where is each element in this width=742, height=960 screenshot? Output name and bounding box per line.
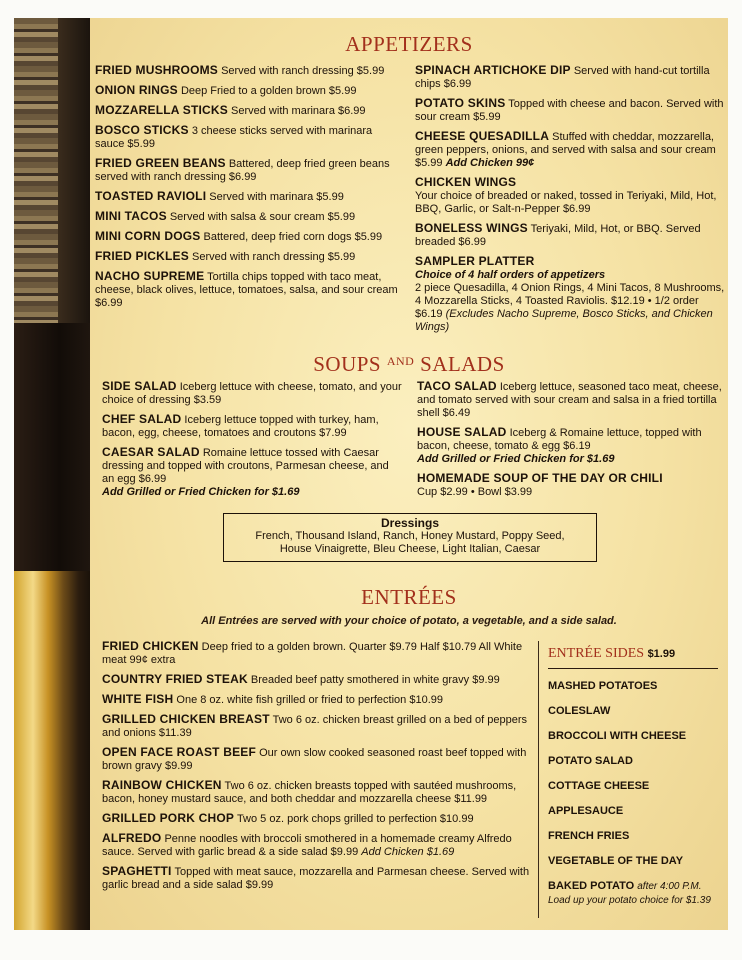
entrees-note: All Entrées are served with your choice of potato, a vegetable, and a side salad. — [201, 615, 617, 627]
item-desc: Served with hand-cut tortilla chips $6.99 — [415, 65, 710, 90]
menu-item — [95, 64, 400, 78]
item-desc: Iceberg & Romaine lettuce, topped with bacon, cheese, tomato & egg $6.19 — [417, 427, 702, 452]
side-item-note: Load up your potato choice for $1.39 — [548, 895, 711, 906]
wood-border — [14, 18, 90, 930]
heading-and: AND — [386, 354, 415, 368]
item-desc: Romaine lettuce tossed with Caesar dressing and topped with croutons, Parmesan cheese, and an egg $6.99 — [102, 447, 389, 485]
item-name: HOUSE SALAD — [417, 425, 507, 439]
item-name: RAINBOW CHICKEN — [102, 778, 222, 792]
menu-item — [102, 713, 532, 740]
item-name: CHICKEN WINGS — [415, 175, 517, 189]
sampler-subtitle: Choice of 4 half orders of appetizers — [415, 269, 606, 281]
menu-item — [95, 157, 400, 184]
item-name: TACO SALAD — [417, 379, 497, 393]
item-desc: Cup $2.99 • Bowl $3.99 — [417, 486, 533, 498]
item-name: MOZZARELLA STICKS — [95, 103, 228, 117]
menu-item — [415, 97, 725, 124]
item-desc: Our own slow cooked seasoned roast beef topped with brown gravy $9.99 — [102, 747, 527, 772]
item-name: FRIED PICKLES — [95, 249, 189, 263]
item-desc: 2 piece Quesadilla, 4 Onion Rings, 4 Mini Tacos, 8 Mushrooms, 4 Mozzarella Sticks, 4 Toasted Raviolis. $12.19 • 1/2 order $6.19 — [415, 282, 725, 320]
item-desc: Teriyaki, Mild, Hot, or BBQ. Served breaded $6.99 — [415, 223, 701, 248]
sampler-excludes: (Excludes Nacho Supreme, Bosco Sticks, and Chicken Wings) — [415, 308, 713, 333]
item-desc: Breaded beef patty smothered in white gravy $9.99 — [250, 674, 500, 686]
menu-item — [95, 190, 400, 204]
item-name: CHEESE QUESADILLA — [415, 129, 550, 143]
item-name: SAMPLER PLATTER — [415, 254, 535, 268]
item-desc: Penne noodles with broccoli smothered in a homemade creamy Alfredo sauce. Served with garlic bread & a side salad $9.99 — [102, 833, 512, 858]
menu-item — [102, 446, 402, 499]
menu-item — [102, 380, 402, 407]
menu-item — [415, 64, 725, 91]
item-desc: Stuffed with cheddar, mozzarella, green peppers, onions, and served with salsa and sour cream $5.99 — [415, 131, 716, 169]
appetizers-right-column — [415, 64, 725, 340]
side-item: COTTAGE CHEESE — [548, 780, 650, 792]
item-desc: Served with ranch dressing $5.99 — [192, 251, 356, 263]
menu-item — [95, 250, 400, 264]
dressings-title: Dressings — [380, 516, 440, 530]
menu-item — [417, 426, 722, 466]
item-name: FRIED MUSHROOMS — [95, 63, 218, 77]
menu-item — [102, 673, 532, 687]
wood-grain-middle — [14, 323, 90, 571]
item-name: SPAGHETTI — [102, 864, 172, 878]
item-name: WHITE FISH — [102, 692, 174, 706]
item-desc: 3 cheese sticks served with marinara sauce $5.99 — [95, 125, 373, 150]
item-desc: Two 6 oz. chicken breast grilled on a bed of peppers and onions $11.39 — [102, 714, 527, 739]
sides-price: $1.99 — [647, 648, 676, 660]
item-desc: Battered, deep fried green beans served with ranch dressing $6.99 — [95, 158, 390, 183]
dressings-line: House Vinaigrette, Bleu Cheese, Light Italian, Caesar — [279, 543, 541, 555]
item-name: MINI CORN DOGS — [95, 229, 201, 243]
item-name: MINI TACOS — [95, 209, 167, 223]
heading-soups: SOUPS — [313, 352, 382, 376]
sides-divider — [538, 641, 539, 918]
item-desc: Iceberg lettuce with cheese, tomato, and your choice of dressing $3.59 — [102, 381, 402, 406]
menu-item — [102, 832, 532, 859]
item-name: GRILLED PORK CHOP — [102, 811, 235, 825]
item-desc: Served with marinara $6.99 — [231, 105, 366, 117]
side-item: MASHED POTATOES — [548, 680, 658, 692]
sampler-platter — [415, 255, 725, 334]
menu-paper — [90, 18, 728, 930]
item-desc: Battered, deep fried corn dogs $5.99 — [203, 231, 383, 243]
soups-left-column — [102, 380, 402, 505]
item-desc: Your choice of breaded or naked, tossed in Teriyaki, Mild, Hot, BBQ, Garlic, or Salt-n-Pepper $6.99 — [415, 190, 717, 215]
menu-item — [417, 380, 722, 420]
menu-item — [95, 104, 400, 118]
side-item-time: after 4:00 P.M. — [637, 881, 702, 892]
entrees-column — [102, 640, 532, 898]
item-name: SIDE SALAD — [102, 379, 177, 393]
item-name: ONION RINGS — [95, 83, 178, 97]
item-addon: Add Grilled or Fried Chicken for $1.69 — [102, 486, 300, 498]
menu-item — [102, 693, 532, 707]
side-item-name: BAKED POTATO — [548, 880, 635, 892]
side-item: FRENCH FRIES — [548, 830, 630, 842]
item-addon: Add Grilled or Fried Chicken for $1.69 — [417, 453, 615, 465]
item-desc: Served with salsa & sour cream $5.99 — [169, 211, 356, 223]
soups-right-column — [417, 380, 722, 505]
item-desc: Topped with cheese and bacon. Served with sour cream $5.99 — [415, 98, 724, 123]
item-desc: Tortilla chips topped with taco meat, cheese, black olives, lettuce, tomatoes, salsa, and sour cream $6.99 — [95, 271, 398, 309]
item-desc: Iceberg lettuce, seasoned taco meat, cheese, and tomato served with sour cream and salsa in a fried tortilla shell $6.49 — [417, 381, 722, 419]
menu-item — [102, 865, 532, 892]
item-name: GRILLED CHICKEN BREAST — [102, 712, 270, 726]
dressings-line: French, Thousand Island, Ranch, Honey Mustard, Poppy Seed, — [255, 530, 565, 542]
item-name: HOMEMADE SOUP OF THE DAY OR CHILI — [417, 471, 663, 485]
item-name: BOSCO STICKS — [95, 123, 189, 137]
sides-heading — [548, 646, 718, 669]
menu-item — [417, 472, 722, 499]
menu-item — [415, 130, 725, 170]
item-name: CAESAR SALAD — [102, 445, 200, 459]
item-name: COUNTRY FRIED STEAK — [102, 672, 248, 686]
menu-item — [95, 210, 400, 224]
appetizers-heading: APPETIZERS — [345, 32, 473, 56]
item-name: SPINACH ARTICHOKE DIP — [415, 63, 571, 77]
menu-item — [415, 176, 725, 216]
item-addon: Add Chicken $1.69 — [361, 846, 455, 858]
menu-item — [102, 746, 532, 773]
entrees-heading: ENTRÉES — [361, 585, 457, 609]
item-addon: Add Chicken 99¢ — [445, 157, 535, 169]
item-name: TOASTED RAVIOLI — [95, 189, 207, 203]
menu-item — [102, 413, 402, 440]
entree-sides-panel — [548, 646, 718, 904]
side-item: APPLESAUCE — [548, 805, 624, 817]
item-desc: Deep Fried to a golden brown $5.99 — [180, 85, 357, 97]
side-item-baked-potato — [548, 879, 718, 904]
item-name: FRIED CHICKEN — [102, 639, 199, 653]
item-desc: Iceberg lettuce topped with turkey, ham, bacon, egg, cheese, tomatoes and croutons $7.99 — [102, 414, 379, 439]
item-name: FRIED GREEN BEANS — [95, 156, 226, 170]
appetizers-left-column — [95, 64, 400, 316]
item-desc: Deep fried to a golden brown. Quarter $9.79 Half $10.79 All White meat 99¢ extra — [102, 641, 523, 666]
item-name: CHEF SALAD — [102, 412, 182, 426]
item-desc: Served with ranch dressing $5.99 — [221, 65, 385, 77]
heading-salads: SALADS — [420, 352, 505, 376]
soups-salads-heading — [90, 352, 728, 377]
side-item: COLESLAW — [548, 705, 611, 717]
item-desc: Two 6 oz. chicken breasts topped with sautéed mushrooms, bacon, honey mustard sauce, and both cheddar and mozzarella cheese $11.99 — [102, 780, 517, 805]
item-name: ALFREDO — [102, 831, 162, 845]
menu-item — [415, 222, 725, 249]
menu-item — [102, 779, 532, 806]
item-name: OPEN FACE ROAST BEEF — [102, 745, 257, 759]
item-name: NACHO SUPREME — [95, 269, 205, 283]
wood-grain-top-shadow — [58, 18, 90, 323]
item-name: BONELESS WINGS — [415, 221, 528, 235]
menu-item — [95, 124, 400, 151]
side-item: BROCCOLI WITH CHEESE — [548, 730, 687, 742]
item-desc: Served with marinara $5.99 — [209, 191, 344, 203]
menu-item — [102, 640, 532, 667]
side-item: VEGETABLE OF THE DAY — [548, 855, 684, 867]
item-desc: Topped with meat sauce, mozzarella and Parmesan cheese. Served with garlic bread and a side salad $9.99 — [102, 866, 530, 891]
item-name: POTATO SKINS — [415, 96, 506, 110]
menu-item — [95, 270, 400, 310]
dressings-box — [223, 513, 597, 562]
menu-item — [102, 812, 532, 826]
item-desc: One 8 oz. white fish grilled or fried to perfection $10.99 — [176, 694, 443, 706]
sides-heading-text: ENTRÉE SIDES — [548, 646, 645, 661]
menu-item — [95, 84, 400, 98]
menu-item — [95, 230, 400, 244]
wood-grain-bottom — [14, 571, 90, 930]
side-item: POTATO SALAD — [548, 755, 633, 767]
item-desc: Two 5 oz. pork chops grilled to perfection $10.99 — [236, 813, 474, 825]
